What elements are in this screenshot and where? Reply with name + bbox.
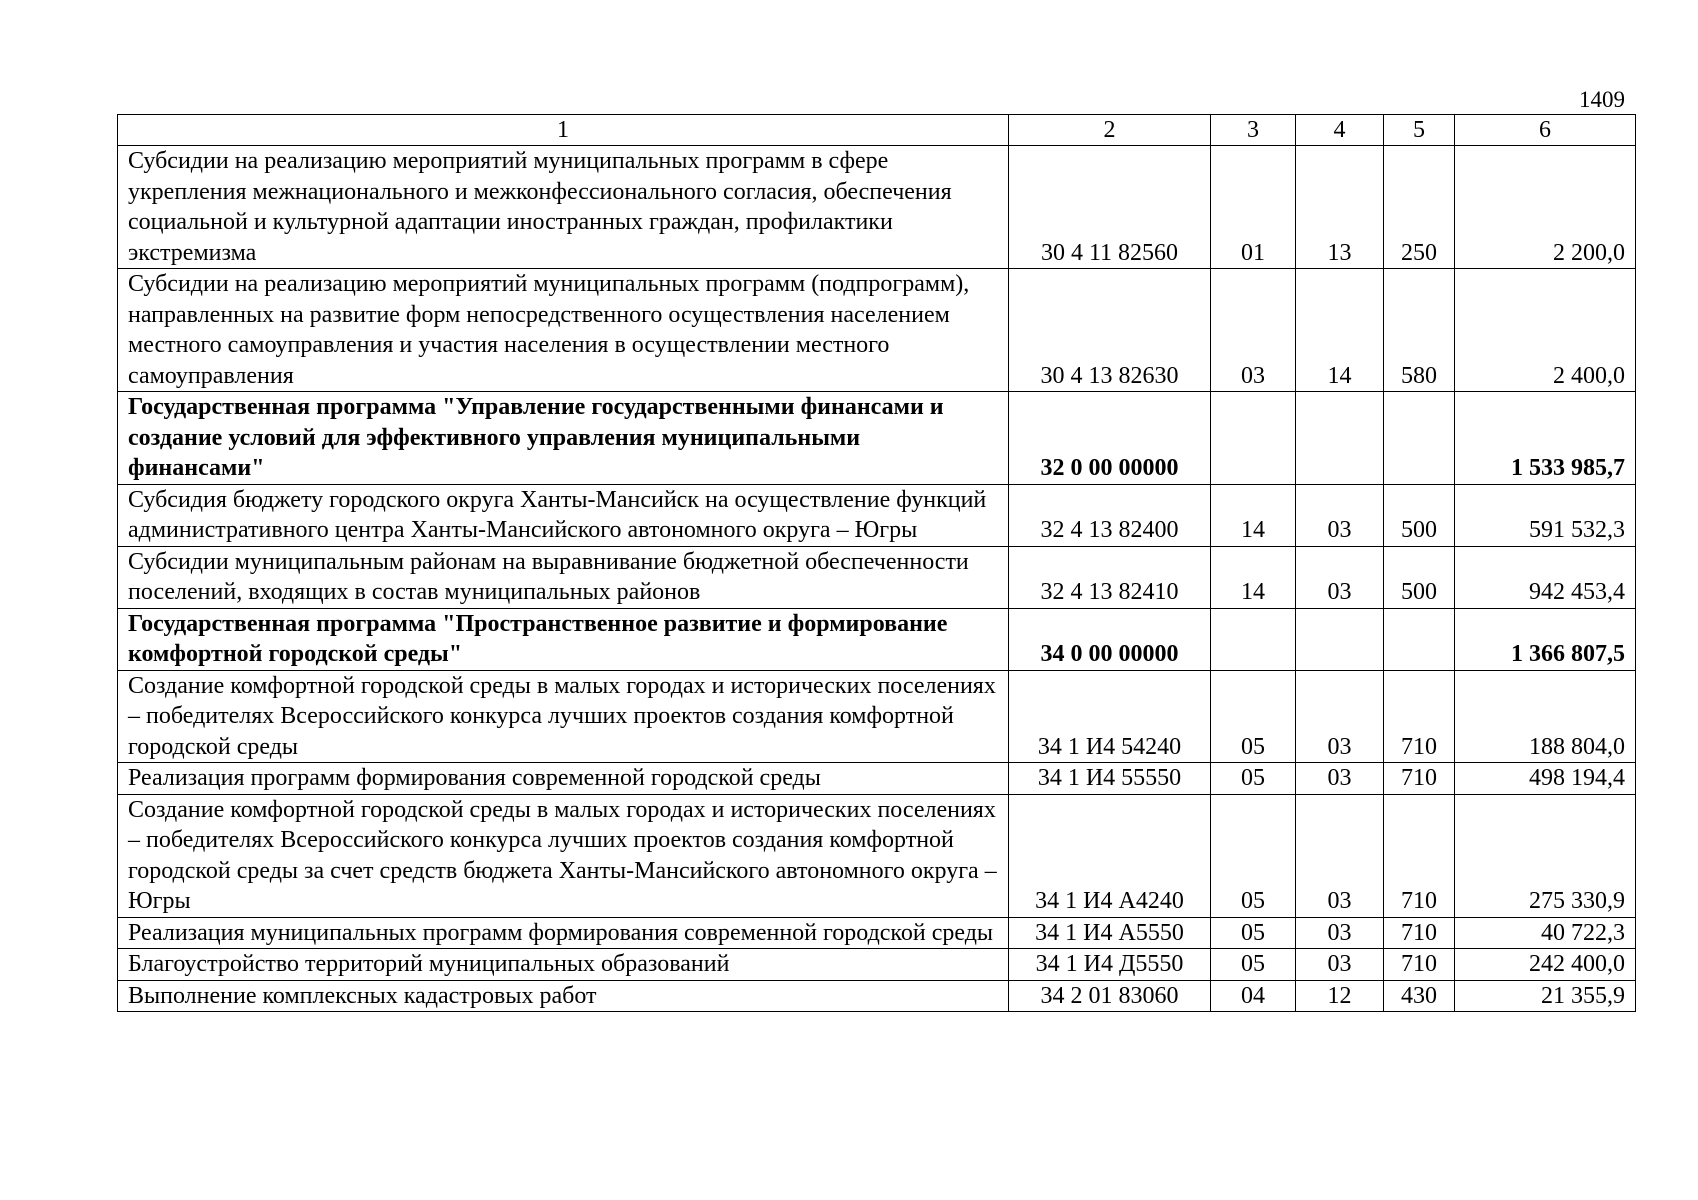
amount-cell: 275 330,9 — [1455, 794, 1636, 917]
column-5-cell: 430 — [1384, 980, 1455, 1012]
column-5-cell: 710 — [1384, 949, 1455, 981]
column-3-cell: 05 — [1211, 763, 1296, 795]
column-5-cell: 580 — [1384, 269, 1455, 392]
column-5-cell: 500 — [1384, 546, 1455, 608]
column-4-cell: 03 — [1296, 949, 1384, 981]
column-3-cell: 05 — [1211, 670, 1296, 763]
amount-cell: 1 366 807,5 — [1455, 608, 1636, 670]
column-3-cell: 05 — [1211, 949, 1296, 981]
code-cell: 34 1 И4 А5550 — [1009, 917, 1211, 949]
column-4-cell: 12 — [1296, 980, 1384, 1012]
code-cell: 34 0 00 00000 — [1009, 608, 1211, 670]
column-3-cell: 03 — [1211, 269, 1296, 392]
name-cell: Благоустройство территорий муниципальных образований — [118, 949, 1009, 981]
code-cell: 34 1 И4 54240 — [1009, 670, 1211, 763]
name-cell: Реализация программ формирования современной городской среды — [118, 763, 1009, 795]
amount-cell: 2 200,0 — [1455, 146, 1636, 269]
code-cell: 32 4 13 82410 — [1009, 546, 1211, 608]
amount-cell: 242 400,0 — [1455, 949, 1636, 981]
column-4-cell — [1296, 608, 1384, 670]
column-4-cell: 03 — [1296, 794, 1384, 917]
column-5-cell — [1384, 392, 1455, 485]
column-3-cell: 14 — [1211, 546, 1296, 608]
code-cell: 30 4 11 82560 — [1009, 146, 1211, 269]
code-cell: 30 4 13 82630 — [1009, 269, 1211, 392]
name-cell: Создание комфортной городской среды в малых городах и исторических поселениях – победителях Всероссийского конкурса лучших проектов создания комфортной городской среды — [118, 670, 1009, 763]
name-cell: Государственная программа "Пространственное развитие и формирование комфортной городской среды" — [118, 608, 1009, 670]
amount-cell: 2 400,0 — [1455, 269, 1636, 392]
column-3-cell: 04 — [1211, 980, 1296, 1012]
column-4-cell: 03 — [1296, 484, 1384, 546]
code-cell: 34 1 И4 Д5550 — [1009, 949, 1211, 981]
table-row — [118, 670, 1636, 763]
table-row — [118, 949, 1636, 981]
amount-cell: 188 804,0 — [1455, 670, 1636, 763]
table-row — [118, 763, 1636, 795]
table-body — [118, 146, 1636, 1012]
table-row — [118, 146, 1636, 269]
name-cell: Субсидии на реализацию мероприятий муниципальных программ в сфере укрепления межнационального и межконфессионального согласия, обеспечения социальной и культурной адаптации иностранных граждан, профилактики экстремизма — [118, 146, 1009, 269]
column-5-cell: 710 — [1384, 794, 1455, 917]
name-cell: Выполнение комплексных кадастровых работ — [118, 980, 1009, 1012]
column-4-cell: 13 — [1296, 146, 1384, 269]
name-cell: Субсидия бюджету городского округа Ханты-Мансийск на осуществление функций административного центра Ханты-Мансийского автономного округа – Югры — [118, 484, 1009, 546]
column-5-cell: 250 — [1384, 146, 1455, 269]
table-row — [118, 269, 1636, 392]
table-row — [118, 546, 1636, 608]
code-cell: 32 0 00 00000 — [1009, 392, 1211, 485]
table-row — [118, 917, 1636, 949]
table-row — [118, 980, 1636, 1012]
name-cell: Реализация муниципальных программ формирования современной городской среды — [118, 917, 1009, 949]
code-cell: 32 4 13 82400 — [1009, 484, 1211, 546]
column-3-cell: 14 — [1211, 484, 1296, 546]
header-row — [118, 115, 1636, 146]
table-row — [118, 794, 1636, 917]
column-header-6: 6 — [1455, 115, 1636, 146]
column-header-3: 3 — [1211, 115, 1296, 146]
column-5-cell — [1384, 608, 1455, 670]
code-cell: 34 2 01 83060 — [1009, 980, 1211, 1012]
column-header-1: 1 — [118, 115, 1009, 146]
table-row — [118, 484, 1636, 546]
column-4-cell: 03 — [1296, 917, 1384, 949]
amount-cell: 40 722,3 — [1455, 917, 1636, 949]
amount-cell: 1 533 985,7 — [1455, 392, 1636, 485]
name-cell: Субсидии муниципальным районам на выравнивание бюджетной обеспеченности поселений, входящих в состав муниципальных районов — [118, 546, 1009, 608]
code-cell: 34 1 И4 55550 — [1009, 763, 1211, 795]
name-cell: Субсидии на реализацию мероприятий муниципальных программ (подпрограмм), направленных на развитие форм непосредственного осуществления населением местного самоуправления и участия населения в осуществлении местного самоуправления — [118, 269, 1009, 392]
amount-cell: 942 453,4 — [1455, 546, 1636, 608]
name-cell: Государственная программа "Управление государственными финансами и создание условий для эффективного управления муниципальными финансами" — [118, 392, 1009, 485]
amount-cell: 591 532,3 — [1455, 484, 1636, 546]
column-header-2: 2 — [1009, 115, 1211, 146]
column-3-cell: 05 — [1211, 917, 1296, 949]
column-5-cell: 710 — [1384, 670, 1455, 763]
page-number: 1409 — [1579, 87, 1625, 112]
column-3-cell — [1211, 392, 1296, 485]
column-4-cell: 03 — [1296, 546, 1384, 608]
code-cell: 34 1 И4 А4240 — [1009, 794, 1211, 917]
amount-cell: 498 194,4 — [1455, 763, 1636, 795]
column-5-cell: 710 — [1384, 917, 1455, 949]
column-4-cell: 03 — [1296, 763, 1384, 795]
column-5-cell: 710 — [1384, 763, 1455, 795]
table-row — [118, 608, 1636, 670]
column-3-cell: 01 — [1211, 146, 1296, 269]
budget-table — [117, 114, 1636, 1012]
column-5-cell: 500 — [1384, 484, 1455, 546]
column-4-cell: 14 — [1296, 269, 1384, 392]
table-row — [118, 392, 1636, 485]
column-header-4: 4 — [1296, 115, 1384, 146]
amount-cell: 21 355,9 — [1455, 980, 1636, 1012]
column-4-cell: 03 — [1296, 670, 1384, 763]
column-header-5: 5 — [1384, 115, 1455, 146]
column-3-cell — [1211, 608, 1296, 670]
column-3-cell: 05 — [1211, 794, 1296, 917]
column-4-cell — [1296, 392, 1384, 485]
name-cell: Создание комфортной городской среды в малых городах и исторических поселениях – победителях Всероссийского конкурса лучших проектов создания комфортной городской среды за счет средств бюджета Ханты-Мансийского автономного округа – Югры — [118, 794, 1009, 917]
